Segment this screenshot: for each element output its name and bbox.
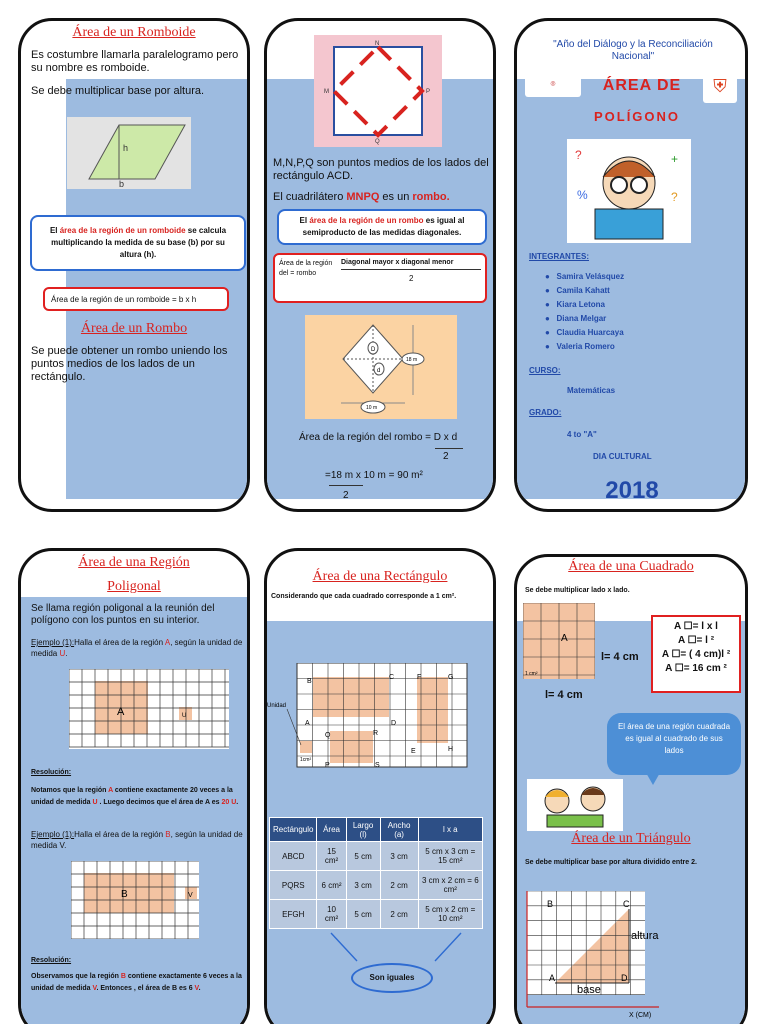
ej1-b: Halla el área de la región: [74, 638, 165, 647]
integrantes-label: INTEGRANTES:: [529, 252, 589, 261]
svg-text:G: G: [448, 674, 454, 681]
fig-label-q: Q: [375, 139, 380, 145]
rdef-c: es igual al semiproducto de las medidas diagonales.: [302, 216, 465, 237]
curso-label: CURSO:: [529, 366, 561, 375]
formula-line: A ☐= 16 cm ²: [665, 663, 727, 674]
tri-altura-label: altura: [631, 930, 659, 942]
square-rule-bubble: El área de una región cuadrada es igual al cuadrado de sus lados: [607, 713, 741, 775]
son-iguales-oval: Son iguales: [351, 963, 433, 993]
res2-c: contiene exactamente 6 veces a la unidad de medida: [31, 973, 242, 992]
parallelogram-b-label: b: [119, 179, 125, 189]
school-logo-right: ⛨: [703, 69, 737, 103]
mnpq-d: rombo.: [412, 191, 450, 203]
grid-b-label: B: [121, 889, 128, 900]
th-largo: Largo (l): [346, 818, 380, 842]
curso-value: Matemáticas: [567, 386, 616, 395]
frm-den: 2: [409, 274, 414, 283]
ej2-c: B: [165, 830, 171, 839]
romboide-definition-box: [30, 215, 246, 271]
mnpq-a: El cuadrilátero: [273, 191, 347, 203]
romboide-intro: Es costumbre llamarla paralelogramo pero su nombre es romboide.: [31, 49, 239, 74]
svg-text:B: B: [307, 678, 312, 685]
res1-g: .: [236, 799, 239, 806]
res2-g: .: [198, 985, 201, 992]
one-cm-label: 1cm²: [300, 757, 312, 763]
fig-label-m: M: [324, 89, 329, 95]
res1-b: A: [108, 787, 113, 794]
student-reading-illustration: [567, 139, 691, 243]
square-grid-figure: [523, 603, 595, 679]
svg-text:%: %: [577, 188, 588, 202]
ej2-d: , según la unidad de medida V.: [31, 830, 243, 850]
svg-text:A: A: [305, 720, 310, 727]
ej1-e: U: [59, 649, 66, 658]
title-rombo: Área de un Rombo: [80, 321, 188, 336]
diagonal-10-label: 10 m: [366, 405, 378, 411]
title-romboide: Área de un Romboide: [72, 25, 196, 40]
rombo-area-den: 2: [443, 451, 449, 462]
th-area: Área: [317, 818, 346, 842]
svg-text:C: C: [389, 674, 395, 681]
tri-base-label: base: [577, 984, 601, 996]
fig-label-p: P: [426, 89, 431, 95]
ej1-f: .: [65, 649, 68, 658]
res2-f: V: [194, 985, 199, 992]
ej1-c: A: [164, 638, 171, 647]
integrante-item: ● Valeria Romero: [545, 342, 615, 351]
resolution2-label: Resolución:: [31, 957, 72, 964]
rectangles-grid-figure: [267, 663, 471, 769]
diagonal-d-label: d: [377, 368, 381, 374]
svg-text:H: H: [448, 746, 454, 753]
mnpq-b: MNPQ: [346, 191, 380, 203]
example1-text: [31, 637, 247, 659]
frm-left1: Área de la región: [279, 260, 333, 267]
square-a-label: A: [561, 633, 568, 644]
rombo-area-calc-den: 2: [343, 490, 349, 501]
integrante-item: ● Kiara Letona: [545, 300, 605, 309]
svg-text:P: P: [325, 762, 330, 769]
rombo-area-formula: Área de la región del rombo = D x d: [299, 432, 458, 443]
res2-e: . Entonces , el área de B es 6: [96, 985, 195, 992]
grid-a-label: A: [117, 706, 125, 718]
cuadrado-intro: Se debe multiplicar lado x lado.: [525, 587, 630, 594]
title-cuadrado: Área de una Cuadrado: [568, 559, 694, 574]
res1-f: 20 U: [221, 799, 237, 806]
th-lxa: l x a: [418, 818, 482, 842]
panel-cuadrado-triangulo: [514, 554, 748, 1024]
svg-text:R: R: [373, 730, 379, 737]
parallelogram-figure: [67, 117, 191, 189]
rombo-intro: Se puede obtener un rombo uniendo los puntos medios de los lados de un rectángulo.: [31, 345, 228, 383]
res1-a: Notamos que la región: [31, 787, 109, 794]
def-text-b: área de la región de un romboide: [59, 226, 186, 235]
cover-title-1: ÁREA DE: [602, 77, 682, 94]
svg-text:?: ?: [575, 148, 582, 162]
ej2-b: Halla el área de la región: [74, 830, 166, 839]
resolution2-text: [31, 971, 245, 995]
diagonal-18-label: 18 m: [406, 357, 418, 363]
integrante-item: ● Diana Melgar: [545, 314, 607, 323]
integrante-item: ● Samira Velásquez: [545, 272, 625, 281]
panel-region-poligonal: [18, 548, 250, 1024]
def-text-a: El: [49, 226, 60, 235]
rombo-formula-box: [273, 253, 487, 303]
rdef-b: área de la región de un rombo: [309, 216, 424, 225]
square-unit-label: 1 cm²: [525, 671, 538, 677]
kids-reading-illustration: [527, 779, 623, 831]
region-intro: Se llama región poligonal a la reunión del polígono con los puntos en su interior.: [31, 603, 215, 626]
grid-region-a: [69, 669, 229, 749]
tri-b-label: B: [547, 899, 554, 909]
rombo-area-calc: =18 m x 10 m = 90 m²: [325, 470, 423, 481]
table-row: EFGH 10 cm² 5 cm 2 cm 5 cm x 2 cm = 10 cm²: [270, 900, 483, 929]
grid-region-b: [71, 861, 199, 939]
ej2-a: Ejemplo (1):: [31, 830, 75, 839]
grado-label: GRADO:: [529, 408, 562, 417]
res1-d: U: [92, 799, 98, 806]
formula-line: A ☐= l x l: [674, 621, 718, 632]
svg-text:E: E: [411, 748, 416, 755]
res2-b: B: [120, 973, 126, 980]
side-bottom-label: l= 4 cm: [545, 689, 583, 701]
th-ancho: Ancho (a): [380, 818, 418, 842]
panel-rectangulo: [264, 548, 496, 1024]
side-right-label: l= 4 cm: [601, 651, 639, 663]
svg-text:Q: Q: [325, 732, 331, 739]
th-rectangulo: Rectángulo: [270, 818, 317, 842]
svg-text:S: S: [375, 762, 380, 769]
school-logo-left: ◎: [525, 71, 581, 97]
svg-text:?: ?: [671, 190, 678, 204]
frm-num: Diagonal mayor x diagonal menor: [341, 259, 454, 266]
cover-title-2: POLÍGONO: [593, 109, 681, 124]
table-row: PQRS 6 cm² 3 cm 2 cm 3 cm x 2 cm = 6 cm²: [270, 871, 483, 900]
slogan: "Año del Diálogo y la Reconciliación Nacional": [553, 39, 713, 62]
frm-left2: del = rombo: [279, 270, 317, 277]
integrantes-list: [545, 271, 624, 355]
panel-rombo: [264, 18, 496, 512]
title-region-1: Área de una Región: [78, 555, 190, 570]
tri-d-label: D: [621, 973, 628, 983]
grid-v-label: V: [188, 892, 193, 899]
tri-a-label: A: [549, 973, 556, 983]
formula-line: A ☐= l ²: [677, 635, 715, 646]
title-region-2: Poligonal: [107, 579, 161, 594]
svg-text:D: D: [391, 720, 397, 727]
res1-c: contiene exactamente 20 veces a la unidad de medida: [31, 787, 233, 806]
rombo-mnpq-text: [273, 191, 491, 204]
parallelogram-h-label: h: [123, 143, 129, 153]
rdef-a: El: [299, 216, 310, 225]
grid-u-label: U: [182, 713, 187, 719]
title-rectangulo: Área de una Rectángulo: [312, 569, 448, 584]
triangulo-intro: Se debe multiplicar base por altura dividido entre 2.: [525, 859, 697, 866]
diagonal-D-label: D: [371, 347, 376, 353]
tri-c-label: C: [623, 899, 630, 909]
def-text-c: se calcula multiplicando la medida de su base (b) por su altura (h).: [51, 226, 227, 259]
panel-cover: [514, 18, 748, 512]
square-formulas-box: [651, 615, 741, 693]
integrante-item: ● Claudia Huarcaya: [545, 328, 624, 337]
rectangulo-intro: Considerando que cada cuadrado corresponde a 1 cm².: [271, 593, 457, 600]
mnpq-c: es un: [379, 191, 413, 203]
rombo-midpoints-text: M,N,P,Q son puntos medios de los lados del rectángulo ACD.: [273, 157, 489, 182]
svg-text:F: F: [417, 674, 422, 681]
res2-a: Observamos que la región: [31, 973, 121, 980]
grado-value: 4 to "A": [567, 430, 597, 439]
example2-text: [31, 829, 247, 851]
title-triangulo: Área de un Triángulo: [571, 831, 691, 846]
panel-romboide: [18, 18, 250, 512]
fig-label-n: N: [375, 41, 380, 47]
resolution1-text: [31, 785, 245, 809]
romboide-rule: Se debe multiplicar base por altura.: [31, 85, 205, 97]
ej1-a: Ejemplo (1):: [31, 638, 75, 647]
resolution1-label: Resolución:: [31, 769, 72, 776]
x-axis-label: X (CM): [629, 1012, 652, 1019]
ej1-d: , según la unidad de medida: [31, 638, 243, 658]
svg-text:+: +: [671, 152, 679, 166]
res2-d: V: [92, 985, 97, 992]
rombo-definition-box: [277, 209, 487, 245]
cover-year: 2018: [605, 477, 659, 504]
bubble-tail: [645, 771, 661, 785]
rhombus-diagonals-figure: [305, 315, 457, 419]
formula-line: A ☐= ( 4 cm)l ²: [661, 649, 731, 660]
triangle-grid-figure: [519, 891, 669, 1019]
rectangles-table: [269, 817, 483, 929]
integrante-item: ● Camila Kahatt: [545, 286, 610, 295]
romboide-formula-box: Área de la región de un romboide = b x h: [43, 287, 229, 311]
event-label: DIA CULTURAL: [593, 452, 652, 461]
unidad-label: Unidad: [267, 703, 287, 709]
rectangle-rhombus-figure: [314, 35, 442, 147]
table-row: ABCD 15 cm² 5 cm 3 cm 5 cm x 3 cm = 15 cm²: [270, 842, 483, 871]
res1-e: . Luego decimos que el área de A es: [97, 799, 222, 806]
